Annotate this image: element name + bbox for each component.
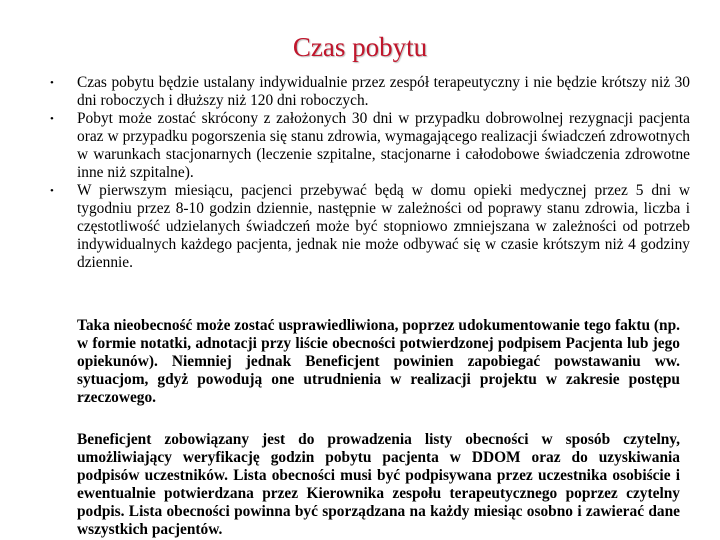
bullet-item: [50, 110, 690, 182]
bullet-text: Pobyt może zostać skrócony z założonych 30 dni w przypadku dobrowolnej rezygnacji pacjenta oraz w przypadku pogorszenia się stanu zdrowia, wymagającego realizacji świadczeń zdrowotnych w warunkach stacjonarnych (leczenie szpitalne, stacjonarne i całodobowe świadczenia zdrowotne inne niż szpitalne).: [77, 110, 690, 181]
bullet-dot-icon: •: [50, 77, 54, 89]
bullet-text: Czas pobytu będzie ustalany indywidualnie przez zespół terapeutyczny i nie będzie krótszy niż 30 dni roboczych i dłuższy niż 120 dni roboczych.: [77, 74, 690, 109]
slide-title: Czas pobytu: [292, 32, 428, 62]
attendance-list-paragraph: Beneficjent zobowiązany jest do prowadzenia listy obecności w sposób czytelny, umożliwiający weryfikację godzin pobytu pacjenta w DDOM oraz do uzyskiwania podpisów uczestników. Lista obecności musi być podpisywana przez uczestnika osobiście i ewentualnie potwierdzana przez Kierownika zespołu terapeutycznego poprzez czytelny podpis. Lista obecności powinna być sporządzana na każdy miesiąc osobno i zawierać dane wszystkich pacjentów.: [77, 431, 680, 538]
bullet-list: [50, 74, 690, 272]
absence-paragraph: Taka nieobecność może zostać usprawiedliwiona, poprzez udokumentowanie tego faktu (np. w formie notatki, adnotacji przy liście obecności potwierdzonej podpisem Pacjenta lub jego opiekunów). Niemniej jednak Beneficjent powinien zapobiegać powstawaniu ww. sytuacjom, gdyż powodują one utrudnienia w realizacji projektu w zakresie postępu rzeczowego.: [77, 317, 680, 406]
bullet-text: W pierwszym miesiącu, pacjenci przebywać będą w domu opieki medycznej przez 5 dni w tygodniu przez 8-10 godzin dziennie, następnie w zależności od poprawy stanu zdrowia, liczba i częstotliwość udzielanych świadczeń może być stopniowo zmniejszana w zależności od potrzeb indywidualnych każdego pacjenta, jednak nie może odbywać się w czasie krótszym niż 4 godziny dziennie.: [77, 182, 690, 271]
bullet-item: [50, 74, 690, 110]
bullet-dot-icon: •: [50, 185, 54, 197]
bullet-dot-icon: •: [50, 113, 54, 125]
bullet-item: [50, 182, 690, 272]
